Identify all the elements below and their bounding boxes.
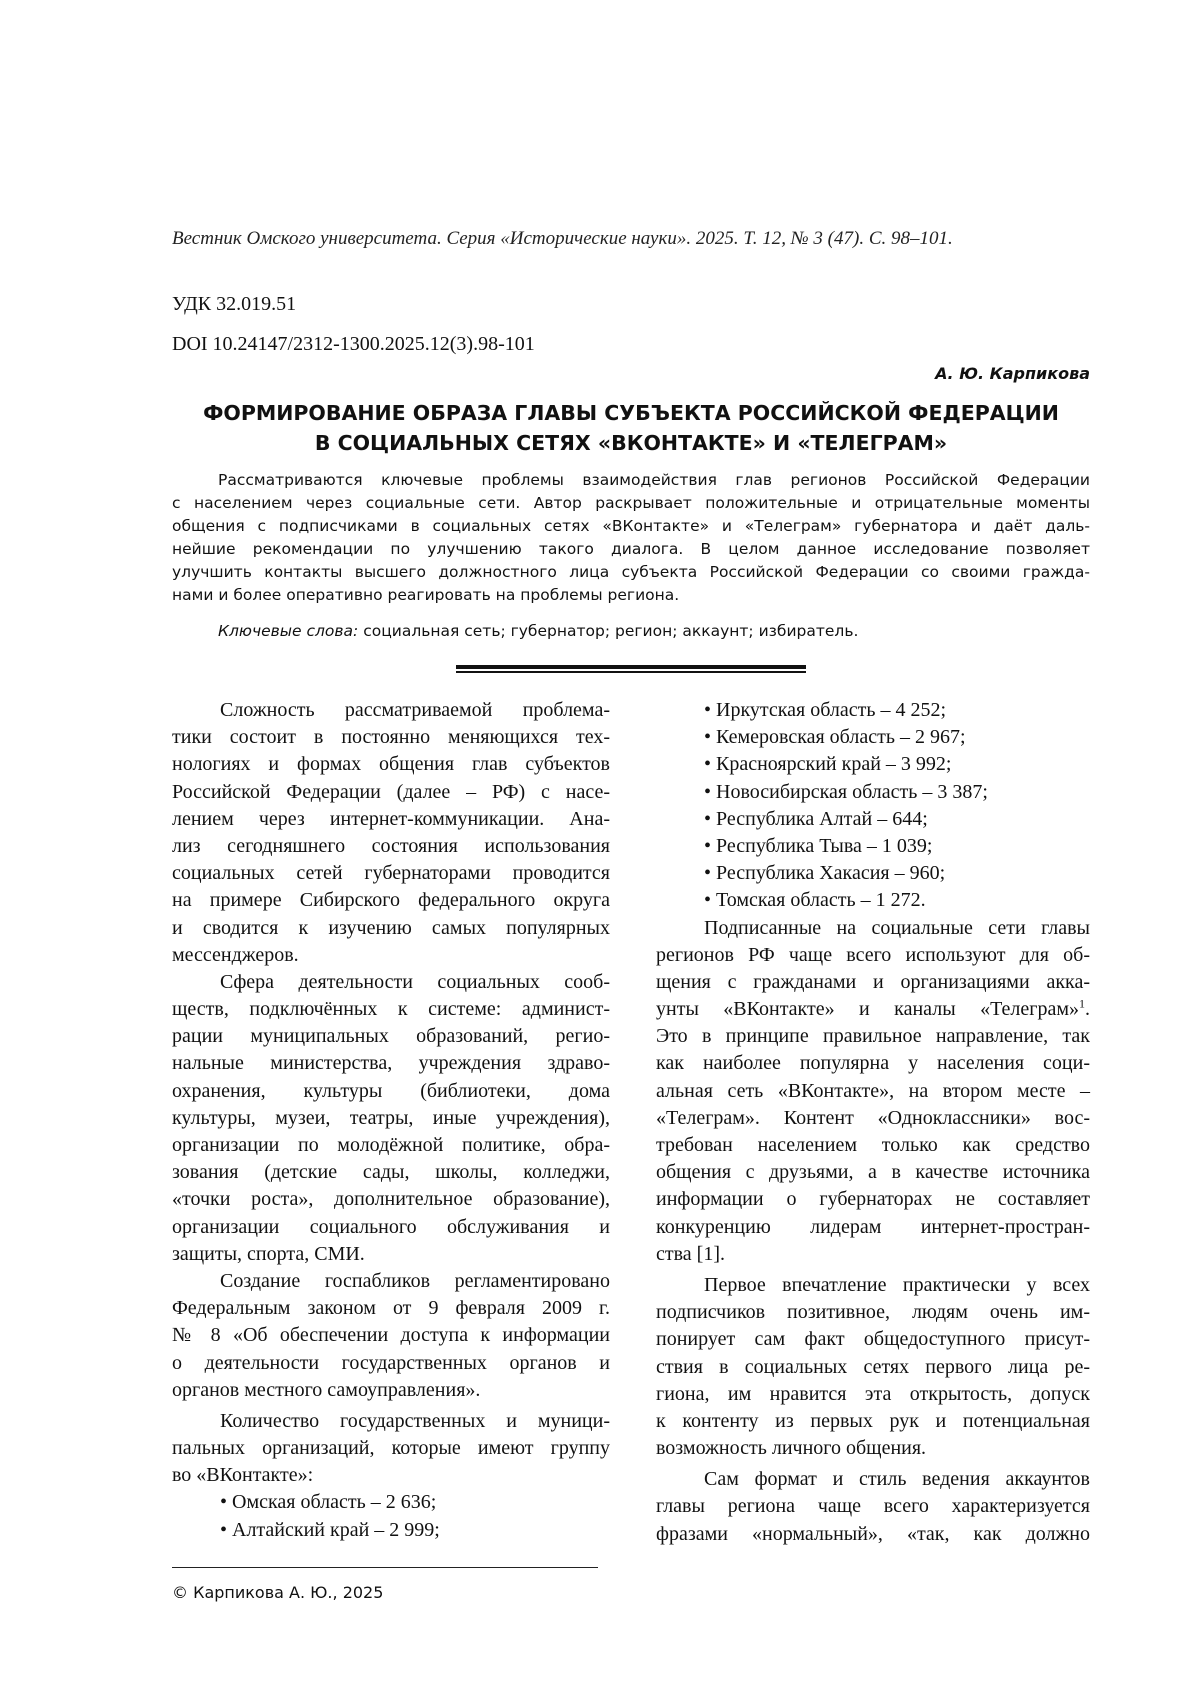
body-line: органов местного самоуправления». bbox=[172, 1378, 481, 1401]
list-item: • Кемеровская область – 2 967; bbox=[704, 726, 966, 749]
udk-code: УДК 32.019.51 bbox=[172, 293, 297, 315]
body-line: Федеральным законом от 9 февраля 2009 г. bbox=[172, 1297, 610, 1320]
footnote-rule bbox=[172, 1567, 598, 1568]
keywords-label: Ключевые слова: bbox=[218, 622, 359, 640]
body-line: ства [1]. bbox=[656, 1242, 725, 1265]
list-item: • Алтайский край – 2 999; bbox=[220, 1518, 440, 1541]
body-line: «Телеграм». Контент «Одноклассники» вос- bbox=[656, 1106, 1090, 1129]
body-line: щения с гражданами и организациями акка- bbox=[656, 970, 1090, 993]
list-item: • Омская область – 2 636; bbox=[220, 1491, 437, 1514]
body-line: Это в принципе правильное направление, так bbox=[656, 1025, 1090, 1048]
body-line: Сложность рассматриваемой проблема- bbox=[220, 699, 610, 721]
body-line: рации муниципальных образований, регио- bbox=[172, 1025, 610, 1048]
body-line: понирует сам факт общедоступного присут- bbox=[656, 1328, 1090, 1351]
body-line: № 8 «Об обеспечении доступа к информации bbox=[172, 1324, 610, 1347]
abstract-line: улучшить контакты высшего должностного лица субъекта Российской Федерации со своими гражда- bbox=[172, 563, 1090, 581]
body-line: Первое впечатление практически у всех bbox=[704, 1273, 1090, 1296]
body-line: социальных сетей губернаторами проводится bbox=[172, 862, 610, 885]
body-line: лением через интернет-коммуникации. Ана- bbox=[172, 807, 610, 830]
body-text: . bbox=[1085, 998, 1090, 1021]
body-line: защиты, спорта, СМИ. bbox=[172, 1242, 365, 1265]
body-line: как наиболее популярна у населения соци- bbox=[656, 1052, 1090, 1075]
body-line: Количество государственных и муници- bbox=[220, 1409, 610, 1432]
body-line: фразами «нормальный», «так, как должно bbox=[656, 1522, 1090, 1545]
body-line: Сам формат и стиль ведения аккаунтов bbox=[704, 1468, 1090, 1491]
body-line: организации социального обслуживания и bbox=[172, 1215, 610, 1238]
body-line: на примере Сибирского федерального округа bbox=[172, 889, 610, 912]
article-title-line-2: В СОЦИАЛЬНЫХ СЕТЯХ «ВКОНТАКТЕ» И «ТЕЛЕГРАМ» bbox=[314, 431, 948, 455]
body-line: Сфера деятельности социальных сооб- bbox=[220, 970, 610, 993]
body-line: ствия в социальных сетях первого лица ре- bbox=[656, 1355, 1090, 1378]
keywords-list: социальная сеть; губернатор; регион; аккаунт; избиратель. bbox=[358, 622, 859, 640]
body-line: гиона, им нравится эта открытость, допуск bbox=[656, 1382, 1090, 1405]
abstract-line: нейшие рекомендации по улучшению такого диалога. В целом данное исследование позволяет bbox=[172, 540, 1090, 558]
body-column-right bbox=[656, 697, 1090, 1548]
body-line: регионов РФ чаще всего используют для об- bbox=[656, 943, 1090, 966]
abstract bbox=[172, 469, 1090, 607]
body-column-left bbox=[172, 697, 610, 1544]
body-line: и сводится к изучению самых популярных bbox=[172, 916, 610, 939]
body-line: конкуренцию лидерам интернет-простран- bbox=[656, 1215, 1090, 1238]
list-item: • Томская область – 1 272. bbox=[704, 889, 926, 912]
list-item: • Красноярский край – 3 992; bbox=[704, 753, 952, 776]
body-line: во «ВКонтакте»: bbox=[172, 1464, 314, 1487]
keywords bbox=[218, 622, 858, 640]
body-line: культуры, музеи, театры, иные учреждения), bbox=[172, 1106, 610, 1129]
abstract-line: общения с подписчиками в социальных сетях «ВКонтакте» и «Телеграм» губернатора и даёт даль- bbox=[172, 517, 1090, 535]
section-separator-thin bbox=[456, 671, 806, 673]
abstract-line: с населением через социальные сети. Автор раскрывает положительные и отрицательные моменты bbox=[172, 494, 1090, 512]
body-line: ществ, подключённых к системе: админист- bbox=[172, 998, 610, 1021]
body-line: возможность личного общения. bbox=[656, 1437, 927, 1460]
body-line: Подписанные на социальные сети главы bbox=[704, 916, 1090, 939]
author-name: А. Ю. Карпикова bbox=[935, 364, 1090, 383]
body-line: мессенджеров. bbox=[172, 943, 299, 966]
body-line bbox=[656, 996, 1090, 1023]
body-line: охранения, культуры (библиотеки, дома bbox=[172, 1079, 610, 1102]
body-line: информации о губернаторах не составляет bbox=[656, 1188, 1090, 1211]
body-line: требован населением только как средство bbox=[656, 1134, 1090, 1156]
list-item: • Иркутская область – 4 252; bbox=[704, 699, 947, 721]
body-line: нологиях и формах общения глав субъектов bbox=[172, 753, 610, 776]
body-line: зования (детские сады, школы, колледжи, bbox=[172, 1161, 610, 1184]
body-line: «точки роста», дополнительное образование), bbox=[172, 1188, 610, 1211]
list-item: • Новосибирская область – 3 387; bbox=[704, 780, 988, 803]
list-item: • Республика Тыва – 1 039; bbox=[704, 834, 933, 857]
body-line: тики состоит в постоянно меняющихся тех- bbox=[172, 726, 610, 749]
abstract-line: нами и более оперативно реагировать на проблемы региона. bbox=[172, 586, 680, 604]
doi[interactable]: DOI 10.24147/2312-1300.2025.12(3).98-101 bbox=[172, 333, 535, 355]
body-line: нальные министерства, учреждения здраво- bbox=[172, 1052, 610, 1075]
section-separator-thick bbox=[456, 665, 806, 669]
abstract-line: Рассматриваются ключевые проблемы взаимодействия глав регионов Российской Федерации bbox=[218, 471, 1090, 489]
body-text: унты «ВКонтакте» и каналы «Телеграм» bbox=[656, 998, 1079, 1021]
body-line: пальных организаций, которые имеют группу bbox=[172, 1437, 610, 1460]
body-line: к контенту из первых рук и потенциальная bbox=[656, 1409, 1090, 1432]
body-line: общения с друзьями, а в качестве источника bbox=[656, 1161, 1090, 1184]
body-line: Российской Федерации (далее – РФ) с насе- bbox=[172, 780, 610, 803]
footnote-marker[interactable]: 1 bbox=[1079, 996, 1085, 1011]
body-line: лиз сегодняшнего состояния использования bbox=[172, 834, 610, 857]
body-line: организации по молодёжной политике, обра- bbox=[172, 1134, 610, 1156]
body-line: Создание госпабликов регламентировано bbox=[220, 1269, 610, 1292]
body-line: главы региона чаще всего характеризуется bbox=[656, 1495, 1090, 1518]
copyright: © Карпикова А. Ю., 2025 bbox=[172, 1583, 384, 1602]
list-item: • Республика Алтай – 644; bbox=[704, 807, 928, 830]
body-line: подписчиков позитивное, людям очень им- bbox=[656, 1301, 1090, 1324]
article-title-line-1: ФОРМИРОВАНИЕ ОБРАЗА ГЛАВЫ СУБЪЕКТА РОССИЙСКОЙ ФЕДЕРАЦИИ bbox=[203, 401, 1059, 425]
body-line: о деятельности государственных органов и bbox=[172, 1351, 610, 1374]
journal-citation: Вестник Омского университета. Серия «Исторические науки». 2025. Т. 12, № 3 (47). С. 98–101. bbox=[172, 228, 953, 249]
body-line: альная сеть «ВКонтакте», на втором месте – bbox=[656, 1079, 1090, 1102]
list-item: • Республика Хакасия – 960; bbox=[704, 862, 946, 885]
